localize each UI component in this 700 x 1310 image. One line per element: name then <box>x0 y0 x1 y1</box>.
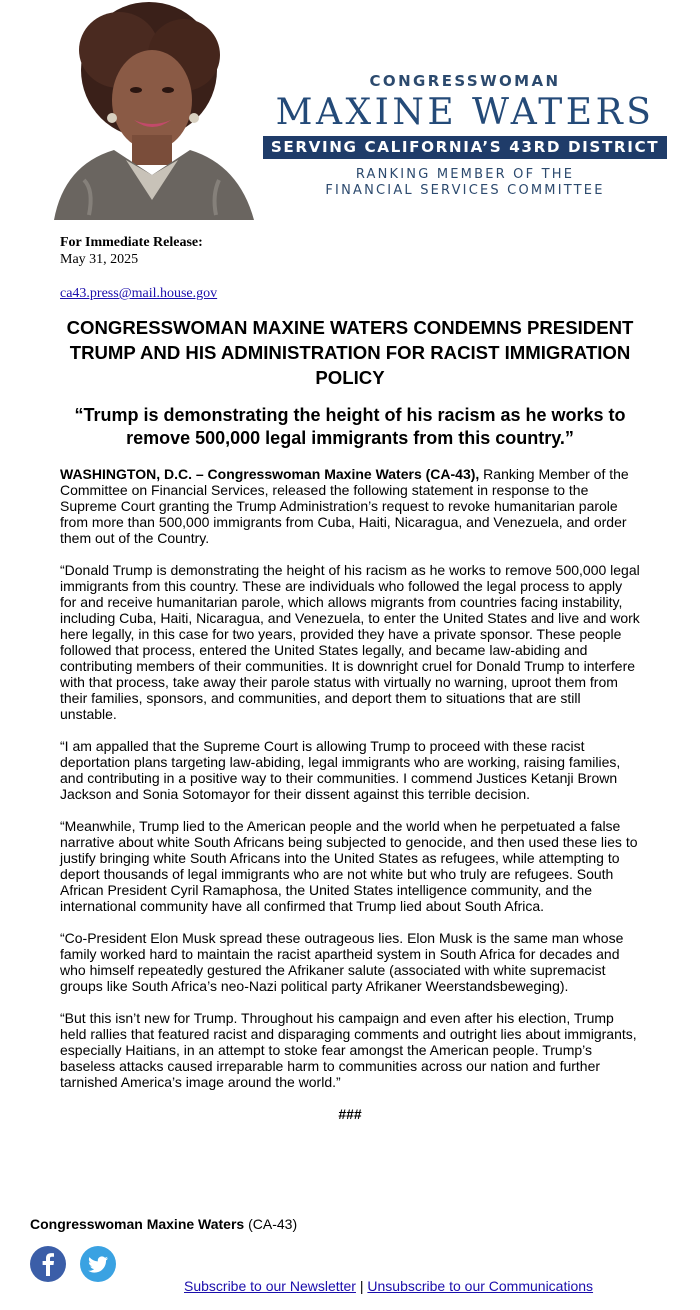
congresswoman-portrait <box>44 0 284 220</box>
headline: CONGRESSWOMAN MAXINE WATERS CONDEMNS PRESIDENT TRUMP AND HIS ADMINISTRATION FOR RACIST IMMIGRATION POLICY <box>66 317 634 388</box>
logo-name: MAXINE WATERS <box>275 92 655 133</box>
press-email-link[interactable]: ca43.press@mail.house.gov <box>60 286 218 301</box>
logo-kicker: CONGRESSWOMAN <box>369 72 561 90</box>
body-paragraph: “Donald Trump is demonstrating the height of his racism as he works to remove 500,000 legal immigrants from this country. These are individuals who followed the legal process to apply for and receive humanitarian parole, which allows migrants from countries facing instability, including Cuba, Haiti, Nicaragua, and Venezuela, to enter the United States and live and work here legally, in this case for two years, provided they have a private sponsor. These people followed that process, entered the United States legally, and became law-abiding and contributing members of their communities. It is downright cruel for Donald Trump to interfere with that process, take away their parole status with virtually no warning, uproot them from their families, sponsors, and communities, and deport them to situations that are still unstable. <box>60 562 640 722</box>
logo-ranking <box>263 167 667 199</box>
social-links <box>30 1246 116 1282</box>
release-date: May 31, 2025 <box>60 252 139 267</box>
end-mark: ### <box>338 1106 362 1122</box>
header-banner <box>0 0 700 222</box>
body-paragraph: “I am appalled that the Supreme Court is allowing Trump to proceed with these racist deportation plans targeting law-abiding, legal immigrants who are working, raising families, and contributing in a positive way to their communities. I commend Justices Ketanji Brown Jackson and Sonia Sotomayor for their dissent against this terrible decision. <box>60 738 621 802</box>
unsubscribe-link[interactable]: Unsubscribe to our Communications <box>367 1278 594 1294</box>
release-label: For Immediate Release: <box>60 235 203 250</box>
body-paragraph: “Co-President Elon Musk spread these outrageous lies. Elon Musk is the same man whose family worked hard to maintain the racist apartheid system in South Africa for decades and who himself repeatedly gestured the Afrikaner salute (associated with white supremacist groups like South Africa’s neo-Nazi political party Afrikaner Weerstandsbeweging). <box>60 930 624 994</box>
ranking-line-1: RANKING MEMBER OF THE <box>355 167 575 182</box>
facebook-icon[interactable] <box>30 1246 66 1282</box>
logo-district: SERVING CALIFORNIA’S 43RD DISTRICT <box>263 136 667 159</box>
footer-name-bold: Congresswoman Maxine Waters <box>30 1216 245 1232</box>
subheadline-quote: “Trump is demonstrating the height of his racism as he works to remove 500,000 legal immigrants from this country.” <box>74 405 626 448</box>
lead-paragraph <box>60 466 640 546</box>
link-separator: | <box>359 1278 364 1294</box>
dateline: WASHINGTON, D.C. – Congresswoman Maxine Waters (CA-43), <box>60 466 480 482</box>
subscribe-link[interactable]: Subscribe to our Newsletter <box>184 1278 356 1294</box>
release-meta <box>60 234 217 302</box>
footer-links <box>184 1278 593 1294</box>
footer-signature <box>30 1216 297 1232</box>
lead-text: Ranking Member of the Committee on Financial Services, released the following statement in response to the Supreme Court granting the Trump Administration’s request to revoke humanitarian parole from more than 500,000 immigrants from Cuba, Haiti, Nicaragua, and Venezuela, and order them out of the Country. <box>60 466 629 546</box>
footer-district: (CA-43) <box>244 1216 298 1232</box>
body-paragraph: “Meanwhile, Trump lied to the American people and the world when he perpetuated a false narrative about white South Africans being subjected to genocide, and then used these lies to justify bringing white South Africans into the United States as refugees, while attempting to deport thousands of legal immigrants who are not white but who truly are refugees. South African President Cyril Ramaphosa, the United States intelligence community, and the international community have all confirmed that Trump lied about South Africa. <box>60 818 638 914</box>
ranking-line-2: FINANCIAL SERVICES COMMITTEE <box>325 183 605 198</box>
twitter-icon[interactable] <box>80 1246 116 1282</box>
body-paragraph: “But this isn’t new for Trump. Throughout his campaign and even after his election, Trump held rallies that featured racist and disparaging comments and outright lies about immigrants, especially Haitians, in an attempt to stoke fear amongst the American people. Trump’s baseless attacks caused irreparable harm to communities across our nation and further tarnished America’s image around the world.” <box>60 1010 637 1090</box>
logo-wordmark <box>263 72 667 199</box>
article <box>60 315 640 1122</box>
